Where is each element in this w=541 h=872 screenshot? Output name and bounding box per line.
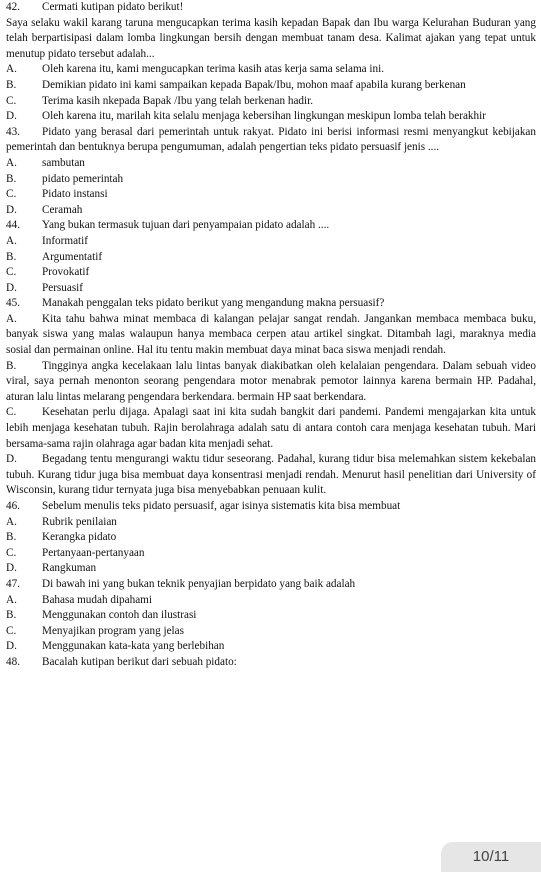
option-text: Menggunakan kata-kata yang berlebihan <box>42 640 225 653</box>
option-letter: A. <box>6 156 17 169</box>
option-letter: C. <box>6 94 17 107</box>
option-d[interactable] <box>6 452 536 499</box>
option-a[interactable] <box>6 515 536 531</box>
question-number: 48. <box>6 655 20 668</box>
option-d[interactable] <box>6 203 536 219</box>
option-a[interactable] <box>6 312 536 359</box>
option-text: Rangkuman <box>42 562 97 575</box>
option-letter: D. <box>6 281 17 294</box>
option-text: Demikian pidato ini kami sampaikan kepada Bapak/Ibu, mohon maaf apabila kurang berkenan <box>42 78 466 91</box>
option-text: Oleh karena itu, kami mengucapkan terima kasih atas kerja sama selama ini. <box>42 63 385 76</box>
option-text: Kesehatan perlu dijaga. Apalagi saat ini kita sudah bangkit dari pandemi. Pandemi mengajarkan kita untuk lebih menjaga kesehatan tubuh. Rajin berolahraga adalah satu di antara contoh cara menjaga kesehatan tubuh. Mari bersama-sama rajin olahraga agar badan kita menjadi sehat. <box>6 406 536 450</box>
question-number: 43. <box>6 125 20 138</box>
question-number: 44. <box>6 219 20 232</box>
option-text: Ceramah <box>42 203 83 216</box>
option-d[interactable] <box>6 639 536 655</box>
option-letter: A. <box>6 593 17 606</box>
option-a[interactable] <box>6 156 536 172</box>
option-text: Menggunakan contoh dan ilustrasi <box>42 609 197 622</box>
option-letter: C. <box>6 624 17 637</box>
question-text: Bacalah kutipan berikut dari sebuah pidato: <box>42 655 237 668</box>
option-d[interactable] <box>6 561 536 577</box>
question-text: Sebelum menulis teks pidato persuasif, agar isinya sistematis kita bisa membuat <box>42 500 401 512</box>
option-letter: B. <box>6 359 17 372</box>
question-47 <box>6 577 536 655</box>
option-letter: C. <box>6 266 17 279</box>
option-b[interactable] <box>6 78 536 94</box>
option-b[interactable] <box>6 172 536 188</box>
option-text: Pidato instansi <box>42 188 108 201</box>
option-letter: D. <box>6 110 17 123</box>
option-text: Provokatif <box>42 266 90 279</box>
option-a[interactable] <box>6 234 536 250</box>
option-letter: D. <box>6 203 17 216</box>
question-42 <box>6 0 536 125</box>
question-45 <box>6 296 536 499</box>
question-44 <box>6 218 536 296</box>
option-letter: A. <box>6 63 17 76</box>
option-b[interactable] <box>6 608 536 624</box>
option-text: sambutan <box>42 156 85 169</box>
option-text: Oleh karena itu, marilah kita selalu menjaga kebersihan lingkungan meskipun lomba telah berakhir <box>42 110 486 123</box>
option-a[interactable] <box>6 62 536 78</box>
option-text: Begadang tentu mengurangi waktu tidur seseorang. Padahal, kurang tidur bisa melemahkan sistem kekebalan tubuh. Kurang tidur juga bisa membuat daya konsentrasi menjadi rendah. Menurut hasil penelitian dari University of Wisconsin, kurang tidur ternyata juga bisa menyebabkan penuaan kulit. <box>6 453 536 497</box>
option-letter: B. <box>6 609 17 622</box>
option-text: Rubrik penilaian <box>42 515 117 528</box>
question-number: 46. <box>6 500 20 512</box>
question-title: Cermati kutipan pidato berikut! <box>42 1 184 13</box>
option-text: Kerangka pidato <box>42 531 117 544</box>
option-c[interactable] <box>6 187 536 203</box>
question-text: Manakah penggalan teks pidato berikut yang mengandung makna persuasif? <box>42 297 385 310</box>
option-b[interactable] <box>6 250 536 266</box>
option-d[interactable] <box>6 281 536 297</box>
option-letter: A. <box>6 515 17 528</box>
option-letter: A. <box>6 234 17 247</box>
option-letter: B. <box>6 531 17 544</box>
option-text: Persuasif <box>42 281 84 294</box>
option-text: Pertanyaan-pertanyaan <box>42 546 145 559</box>
question-text: Di bawah ini yang bukan teknik penyajian berpidato yang baik adalah <box>42 577 356 590</box>
option-b[interactable] <box>6 530 536 546</box>
option-text: Tingginya angka kecelakaan lalu lintas banyak diakibatkan oleh kelalaian pengendara. Dalam sebuah video viral, saya pernah menonton seorang pengendara motor menabrak pemotor lainnya karena bermain HP. Padahal, aturan lalu lintas melarang pengendara berkendara. bermain HP saat berkendara. <box>6 359 536 403</box>
document-page <box>6 0 536 671</box>
option-letter: C. <box>6 406 17 419</box>
question-number: 47. <box>6 577 20 590</box>
option-c[interactable] <box>6 546 536 562</box>
option-text: Kita tahu bahwa minat membaca di kalangan pelajar sangat rendah. Jangankan membaca membaca buku, banyak siswa yang malas walaupun hanya membaca cerpen atau artikel singkat. Ditambah lagi, maraknya media sosial dan permainan online. Hal itu tentu makin membuat daya minat baca siswa menjadi rendah. <box>6 312 536 357</box>
option-letter: C. <box>6 546 17 559</box>
question-text: Pidato yang berasal dari pemerintah untuk rakyat. Pidato ini berisi informasi resmi menyangkut kebijakan pemerintah dan bentuknya berupa pengumuman, adalah pengertian teks pidato persuasif jenis .... <box>6 125 536 154</box>
option-letter: C. <box>6 188 17 201</box>
option-c[interactable] <box>6 265 536 281</box>
option-text: Informatif <box>42 234 88 247</box>
option-d[interactable] <box>6 109 536 125</box>
question-text: Yang bukan termasuk tujuan dari penyampaian pidato adalah .... <box>42 219 330 232</box>
option-letter: D. <box>6 562 17 575</box>
question-body: Saya selaku wakil karang taruna mengucapkan terima kasih kepadan Bapak dan Ibu warga Kelurahan Buduran yang telah berpartisipasi dalam lomba lingkungan bersih dengan membuat tanam desa. Kalimat ajakan yang tepat untuk menutup pidato tersebut adalah... <box>6 16 536 60</box>
option-letter: B. <box>6 250 17 263</box>
option-b[interactable] <box>6 359 536 406</box>
option-a[interactable] <box>6 593 536 609</box>
option-text: pidato pemerintah <box>42 172 124 185</box>
option-letter: B. <box>6 78 17 91</box>
page-indicator: 10/11 <box>441 842 541 872</box>
option-c[interactable] <box>6 624 536 640</box>
question-48 <box>6 655 536 671</box>
option-letter: D. <box>6 453 17 466</box>
option-letter: D. <box>6 640 17 653</box>
option-c[interactable] <box>6 94 536 110</box>
option-letter: B. <box>6 172 17 185</box>
question-number: 45. <box>6 297 20 310</box>
question-43 <box>6 125 536 219</box>
option-letter: A. <box>6 312 17 325</box>
option-text: Menyajikan program yang jelas <box>42 624 184 637</box>
question-46 <box>6 499 536 577</box>
question-number: 42. <box>6 1 20 13</box>
option-text: Bahasa mudah dipahami <box>42 593 152 606</box>
option-text: Argumentatif <box>42 250 103 263</box>
option-text: Terima kasih nkepada Bapak /Ibu yang telah berkenan hadir. <box>42 94 314 107</box>
option-c[interactable] <box>6 405 536 452</box>
